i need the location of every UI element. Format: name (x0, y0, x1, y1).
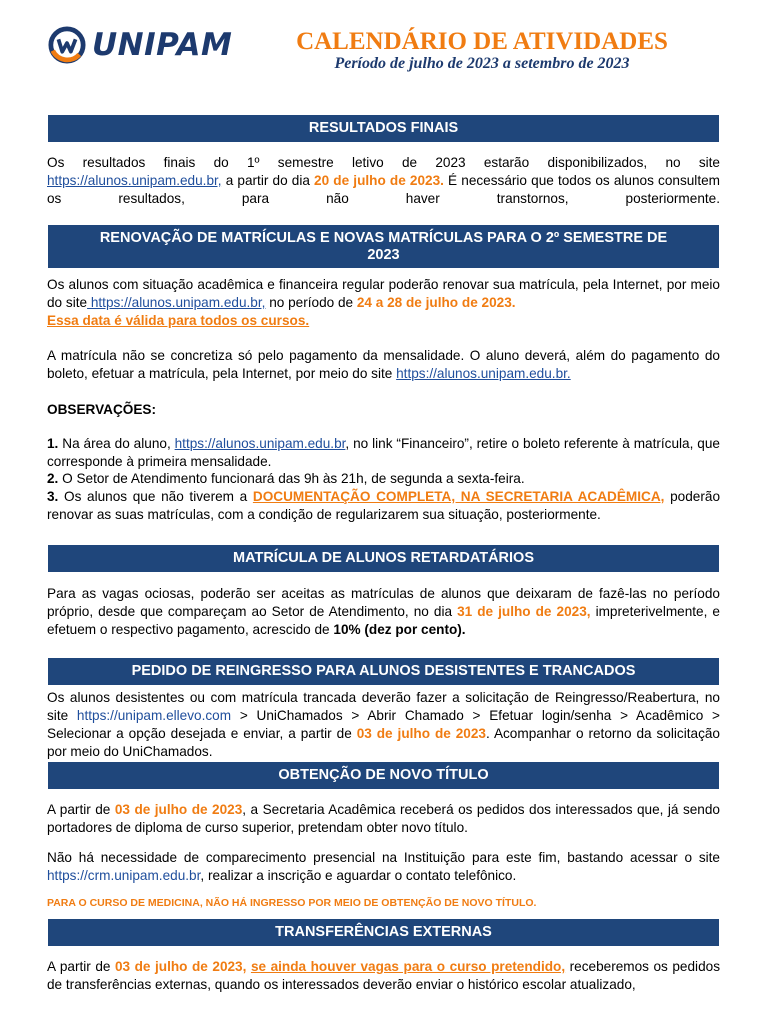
medicina-note: PARA O CURSO DE MEDICINA, NÃO HÁ INGRESSO POR MEIO DE OBTENÇÃO DE NOVO TÍTULO. (47, 897, 537, 909)
logo-wordmark: UNIPAM (92, 27, 233, 63)
retardatarios-paragraph (47, 585, 720, 639)
section-heading-novo-titulo (48, 762, 719, 789)
resultados-paragraph (47, 154, 720, 208)
section-heading-resultados (48, 115, 719, 142)
text: no período de (265, 295, 357, 310)
section-heading-renovacao (48, 225, 719, 268)
text: É necessário que todos os alunos consultem os resultados, para não haver transtornos, posteriormente. (47, 173, 720, 206)
text: Os alunos que não tiverem a (58, 489, 253, 504)
text: 3. (47, 489, 59, 504)
unipam-logo (48, 26, 232, 64)
vagas-highlight: se ainda houver vagas para o curso pretendido, (250, 959, 566, 974)
observacao-3 (47, 488, 720, 524)
section-heading-text: OBTENÇÃO DE NOVO TÍTULO (278, 767, 489, 783)
text: , no link “Financeiro”, retire o boleto referente à matrícula, que corresponde à primeira mensalidade. (47, 436, 720, 469)
date-highlight: 31 de julho de 2023, (457, 604, 591, 619)
alunos-link[interactable]: https://alunos.unipam.edu.br. (396, 366, 571, 381)
observacoes-title (47, 401, 720, 419)
novo-titulo-paragraph (47, 801, 720, 837)
text: , realizar a inscrição e aguardar o contato telefônico. (200, 868, 517, 883)
section-heading-transferencias (48, 919, 719, 946)
alunos-link[interactable]: https://alunos.unipam.edu.br, (87, 295, 266, 310)
text: Para as vagas ociosas, poderão ser aceitas as matrículas de alunos que deixaram de fazê-las no período próprio, desde que compareçam ao Setor de Atendimento, no dia (47, 586, 720, 619)
text: a partir do dia (221, 173, 315, 188)
crm-paragraph (47, 849, 720, 885)
section-heading-reingresso (48, 658, 719, 685)
valid-note: Essa data é válida para todos os cursos. (47, 313, 310, 328)
text: 1. (47, 436, 59, 451)
text: > UniChamados > Abrir Chamado > Efetuar login/senha > Acadêmico > Selecionar a opção desejada e enviar, a partir de (47, 708, 720, 741)
observacao-2 (47, 470, 720, 488)
text: Os alunos com situação acadêmica e financeira regular poderão renovar sua matrícula, pela Internet, por meio do site (47, 277, 720, 310)
reingresso-paragraph (47, 689, 720, 761)
section-heading-text: 2023 (367, 246, 400, 263)
page-subtitle: Período de julho de 2023 a setembro de 2023 (334, 55, 630, 72)
section-heading-text: TRANSFERÊNCIAS EXTERNAS (275, 924, 492, 940)
text: Não há necessidade de comparecimento presencial na Instituição para este fim, bastando acessar o site (47, 850, 720, 865)
section-heading-text: PEDIDO DE REINGRESSO PARA ALUNOS DESISTENTES E TRANCADOS (131, 663, 636, 679)
matricula-paragraph (47, 347, 720, 383)
text: poderão renovar as suas matrículas, com a condição de regularizarem sua situação, posteriormente. (47, 489, 721, 522)
text: Os alunos desistentes ou com matrícula trancada deverão fazer a solicitação de Reingresso/Reabertura, no site (47, 690, 720, 723)
text: O Setor de Atendimento funcionará das 9h às 21h, de segunda a sexta-feira. (58, 471, 525, 486)
text: 10% (dez por cento). (333, 622, 466, 637)
text: Os resultados finais do 1º semestre letivo de 2023 estarão disponibilizados, no site (47, 155, 720, 170)
date-highlight: 03 de julho de 2023 (114, 959, 243, 974)
date-highlight: 03 de julho de 2023 (356, 726, 486, 741)
text: A partir de (47, 959, 115, 974)
text: 2. (47, 471, 59, 486)
date-highlight: 20 de julho de 2023. (314, 173, 444, 188)
date-highlight: 24 a 28 de julho de 2023. (356, 295, 516, 310)
text: , a Secretaria Acadêmica receberá os pedidos dos interessados que, já sendo portadores de diploma de curso superior, pretendam obter novo título. (47, 802, 720, 835)
text: . Acompanhar o retorno da solicitação por meio do UniChamados. (47, 726, 720, 759)
date-highlight: 03 de julho de 2023 (114, 802, 243, 817)
crm-link[interactable]: https://crm.unipam.edu.br (47, 868, 201, 883)
alunos-link[interactable]: https://alunos.unipam.edu.br (174, 436, 346, 451)
text: receberemos os pedidos de transferências externas, quando os interessados deverão enviar o histórico escolar atualizado, (47, 959, 720, 992)
unipam-logo-icon (48, 26, 86, 64)
renovacao-paragraph (47, 276, 720, 330)
text: Na área do aluno, (58, 436, 175, 451)
text: , (242, 959, 251, 974)
alunos-link[interactable]: https://alunos.unipam.edu.br, (47, 173, 222, 188)
text: OBSERVAÇÕES: (47, 402, 157, 417)
text: A matrícula não se concretiza só pelo pagamento da mensalidade. O aluno deverá, além do pagamento do boleto, efetuar a matrícula, pela Internet, por meio do site (47, 348, 720, 381)
section-heading-text: RESULTADOS FINAIS (308, 120, 459, 136)
documentacao-highlight: DOCUMENTAÇÃO COMPLETA, NA SECRETARIA ACADÊMICA, (252, 489, 665, 504)
text: A partir de (47, 802, 115, 817)
page-title: CALENDÁRIO DE ATIVIDADES (296, 28, 668, 55)
text: impreterivelmente, e efetuem o respectivo pagamento, acrescido de (47, 604, 720, 637)
section-heading-retardatarios (48, 545, 719, 572)
section-heading-text: RENOVAÇÃO DE MATRÍCULAS E NOVAS MATRÍCULAS PARA O 2º SEMESTRE DE (99, 229, 668, 246)
ellevo-link[interactable]: https://unipam.ellevo.com (76, 708, 232, 723)
transferencias-paragraph (47, 958, 720, 994)
section-heading-text: MATRÍCULA DE ALUNOS RETARDATÁRIOS (233, 550, 534, 566)
observacao-1 (47, 435, 720, 471)
